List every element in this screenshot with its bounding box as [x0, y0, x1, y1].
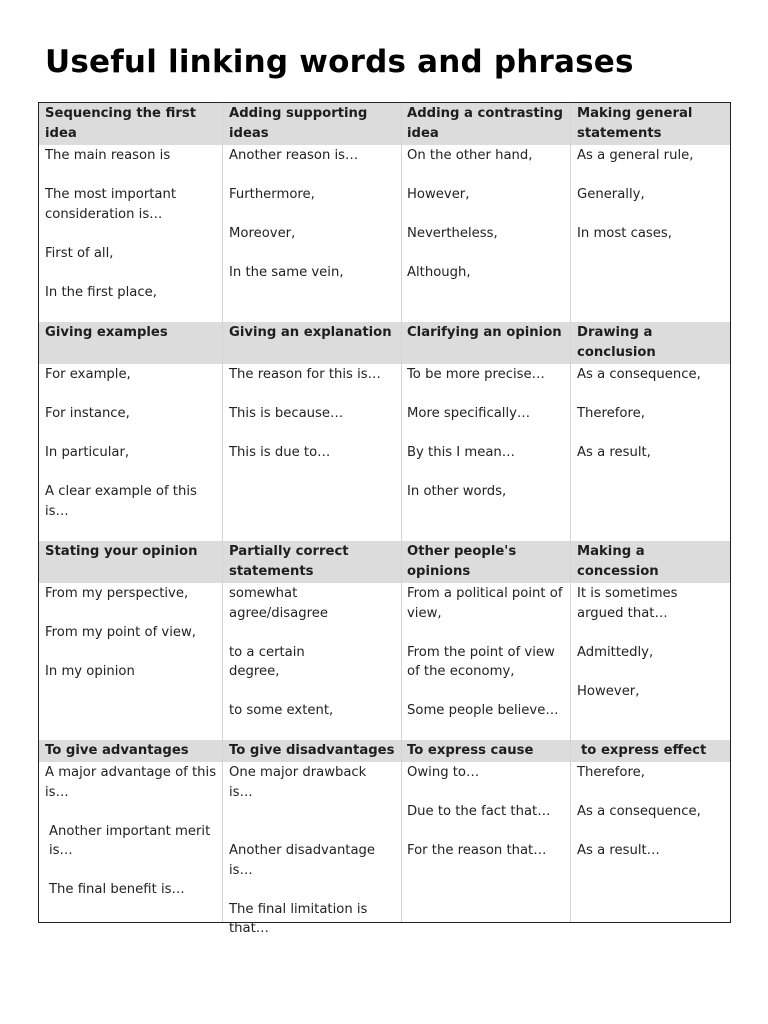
list-drawing-conclusion — [577, 365, 727, 463]
list-item: Nevertheless, — [407, 226, 498, 241]
list-item: Furthermore, — [229, 187, 315, 202]
list-item: First of all, — [45, 245, 114, 261]
list-other-peoples-opinions — [407, 584, 567, 721]
header-drawing-conclusion: Drawing a conclusion — [577, 325, 656, 360]
list-express-cause — [407, 763, 567, 861]
list-item: On the other hand, — [407, 148, 533, 163]
list-item: From my perspective, — [45, 586, 189, 601]
list-item: Moreover, — [229, 226, 296, 241]
list-item: However, — [577, 683, 640, 699]
list-item: For example, — [45, 367, 131, 382]
header-give-advantages: To give advantages — [45, 743, 189, 758]
list-give-disadvantages — [229, 763, 389, 939]
list-partially-correct — [229, 584, 359, 721]
list-item: The most important consideration is… — [45, 187, 177, 222]
list-item: somewhat agree/disagree — [229, 586, 328, 621]
list-item: Some people believe… — [407, 703, 559, 718]
list-item: As a result, — [577, 445, 651, 460]
list-item: However, — [407, 187, 470, 202]
list-sequencing — [45, 146, 219, 302]
list-item: One major drawback is… — [229, 765, 367, 800]
list-item: Therefore, — [577, 765, 645, 780]
list-item: In other words, — [407, 484, 507, 499]
list-item: In the same vein, — [229, 265, 344, 280]
list-item: Another reason is… — [229, 148, 359, 163]
list-making-concession — [577, 584, 697, 701]
list-item: In most cases, — [577, 226, 672, 241]
list-item: From the point of view of the economy, — [407, 644, 555, 679]
column-divider — [401, 103, 402, 922]
list-item: By this I mean… — [407, 445, 515, 460]
list-item: Generally, — [577, 187, 645, 202]
list-item: To be more precise… — [407, 367, 545, 382]
list-item: The main reason is — [45, 148, 171, 163]
list-item: It is sometimes argued that… — [577, 586, 678, 621]
header-giving-examples: Giving examples — [45, 325, 168, 340]
header-give-disadvantages: To give disadvantages — [229, 743, 395, 758]
header-other-peoples-opinions: Other people's opinions — [407, 544, 517, 579]
list-item: For instance, — [45, 406, 130, 421]
list-item: Another disadvantage is… — [229, 843, 376, 878]
list-item: The final limitation is that… — [229, 901, 368, 936]
list-item: This is due to… — [229, 445, 331, 460]
list-item: As a result… — [577, 843, 660, 858]
header-express-cause: To express cause — [407, 743, 534, 758]
list-item: As a consequence, — [577, 367, 701, 382]
list-item: In particular, — [45, 445, 130, 460]
header-making-concession: Making a concession — [577, 544, 659, 579]
list-clarifying-opinion — [407, 365, 567, 502]
list-adding-supporting — [229, 146, 397, 283]
list-adding-contrasting — [407, 146, 567, 283]
list-item: The final benefit is… — [49, 882, 185, 897]
list-item: More specifically… — [407, 406, 531, 421]
column-divider — [222, 103, 223, 922]
list-item: The reason for this is… — [229, 367, 381, 382]
header-adding-contrasting: Adding a contrasting idea — [407, 106, 563, 141]
list-express-effect — [577, 763, 727, 861]
list-stating-opinion — [45, 584, 219, 682]
list-item: to some extent, — [229, 703, 334, 718]
header-giving-explanation: Giving an explanation — [229, 325, 392, 340]
list-item: Therefore, — [577, 406, 645, 421]
header-express-effect: to express effect — [581, 743, 707, 758]
list-item: Another important merit is… — [49, 823, 211, 858]
list-item: In the first place, — [45, 284, 157, 300]
header-adding-supporting: Adding supporting ideas — [229, 106, 368, 141]
list-item: As a general rule, — [577, 148, 694, 163]
column-divider — [570, 103, 571, 922]
list-item: From a political point of view, — [407, 586, 563, 621]
header-clarifying-opinion: Clarifying an opinion — [407, 325, 562, 340]
list-item: In my opinion — [45, 664, 135, 679]
list-item: to a certain degree, — [229, 644, 305, 679]
list-item: As a consequence, — [577, 804, 701, 819]
list-item: A major advantage of this is… — [45, 765, 217, 800]
list-item: A clear example of this is… — [45, 484, 197, 519]
header-general-statements: Making general statements — [577, 106, 693, 141]
header-sequencing: Sequencing the first idea — [45, 106, 197, 141]
list-general-statements — [577, 146, 727, 244]
linking-words-table — [38, 102, 731, 936]
list-item: For the reason that… — [407, 843, 547, 858]
list-item: Admittedly, — [577, 644, 654, 660]
header-partially-correct: Partially correct statements — [229, 544, 349, 579]
header-stating-opinion: Stating your opinion — [45, 544, 198, 559]
list-item: This is because… — [229, 406, 344, 421]
list-item: From my point of view, — [45, 625, 196, 640]
list-item: Due to the fact that… — [407, 804, 551, 819]
list-giving-examples — [45, 365, 219, 521]
list-item: Owing to… — [407, 765, 480, 780]
list-give-advantages — [45, 763, 219, 900]
page-title: Useful linking words and phrases — [45, 44, 634, 80]
list-giving-explanation — [229, 365, 399, 463]
list-item: Although, — [407, 265, 471, 280]
